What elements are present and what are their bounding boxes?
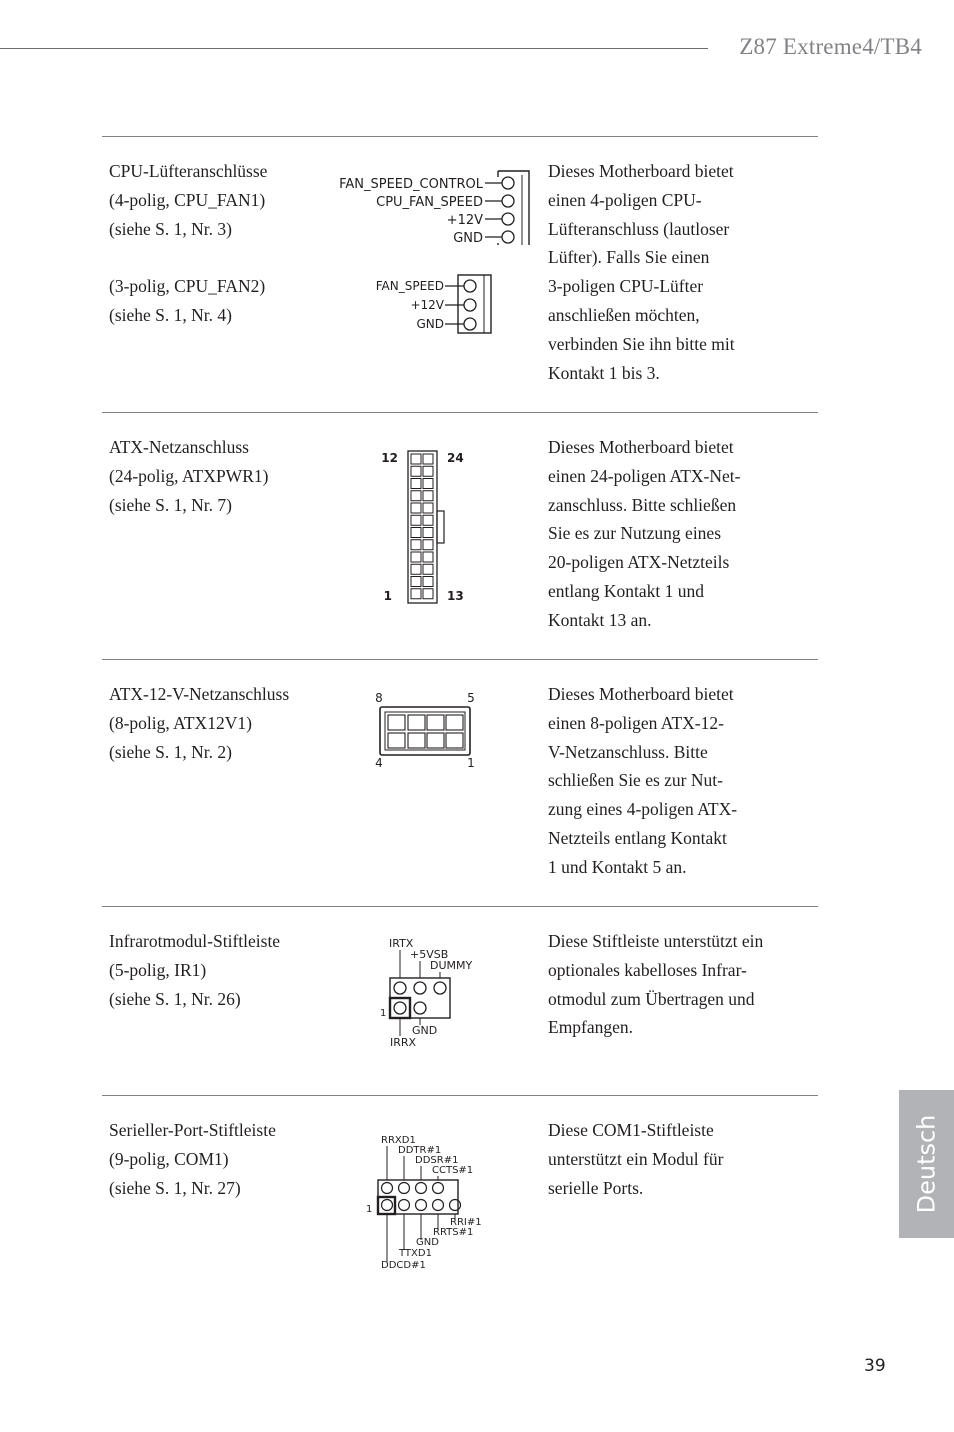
atx-pin <box>411 515 421 525</box>
description-line: Kontakt 13 an. <box>548 609 652 630</box>
pin-label: RRTS#1 <box>433 1227 474 1238</box>
atx-power-title-block <box>109 433 339 519</box>
description-line: unterstützt ein Modul für <box>548 1148 724 1169</box>
pin-label: IRTX <box>389 937 414 950</box>
cpu-fan-spec: (4-polig, CPU_FAN1) <box>109 189 266 210</box>
pin-label: DUMMY <box>430 959 473 972</box>
atx-pin <box>411 589 421 599</box>
ir-title-block <box>109 927 339 1013</box>
atx-power-ref: (siehe S. 1, Nr. 7) <box>109 494 232 515</box>
cpu-fan1-pin-diagram <box>330 165 535 245</box>
section-cpu-fan <box>102 136 818 412</box>
atx12v-title: ATX-12-V-Netzanschluss <box>109 684 290 704</box>
cpu-fan-description <box>548 157 810 387</box>
atx12v-title-block <box>109 680 339 766</box>
ir-spec: (5-polig, IR1) <box>109 959 207 980</box>
description-line: Dieses Motherboard bietet <box>548 161 734 181</box>
com-title: Serieller-Port-Stiftleiste <box>109 1120 276 1140</box>
atx-pin <box>423 491 433 501</box>
atx-pin <box>411 479 421 489</box>
pin-label: GND <box>416 317 444 331</box>
pin-number: 12 <box>381 451 398 465</box>
atx12v-spec: (8-polig, ATX12V1) <box>109 712 252 733</box>
header-rule <box>0 48 708 49</box>
pin-label: IRRX <box>390 1036 417 1047</box>
description-line: Diese Stiftleiste unterstützt ein <box>548 931 764 951</box>
pin-number: 5 <box>467 691 475 705</box>
pin-number: 1 <box>366 1204 373 1215</box>
description-line: Dieses Motherboard bietet <box>548 684 734 704</box>
description-line: serielle Ports. <box>548 1177 644 1198</box>
description-line: V-Netzanschluss. Bitte <box>548 741 708 762</box>
pin-label: CPU_FAN_SPEED <box>376 195 483 210</box>
description-line: optionales kabelloses Infrar- <box>548 959 747 980</box>
atx-pin <box>411 466 421 476</box>
atx-pin <box>423 479 433 489</box>
atx-pin <box>423 564 433 574</box>
description-line: Lüfteranschluss (lautloser <box>548 218 730 239</box>
description-line: zanschluss. Bitte schließen <box>548 494 737 515</box>
language-tab <box>899 1090 954 1238</box>
pin-number: 1 <box>380 1008 387 1019</box>
atx-pin <box>423 589 433 599</box>
description-line: entlang Kontakt 1 und <box>548 580 705 601</box>
pin-label: FAN_SPEED_CONTROL <box>339 177 483 192</box>
description-line: anschließen möchten, <box>548 304 700 325</box>
pin-label: GND <box>453 231 483 245</box>
description-line: Diese COM1-Stiftleiste <box>548 1120 714 1140</box>
cpu-fan2-spec: (3-polig, CPU_FAN2) <box>109 276 266 297</box>
pin-number: 24 <box>447 451 464 465</box>
atx-pin <box>423 515 433 525</box>
section-atx-power <box>102 412 818 659</box>
atx-pin <box>411 528 421 538</box>
atx-pin <box>423 466 433 476</box>
com-ref: (siehe S. 1, Nr. 27) <box>109 1177 241 1198</box>
atx-power-spec: (24-polig, ATXPWR1) <box>109 465 269 486</box>
description-line: schließen Sie es zur Nut- <box>548 770 723 791</box>
atx-pin <box>423 540 433 550</box>
ir-description <box>548 927 810 1042</box>
pin-number: 1 <box>383 589 392 603</box>
pin-label: GND <box>412 1024 438 1037</box>
description-line: Lüfter). Falls Sie einen <box>548 247 710 268</box>
atx-pin <box>423 552 433 562</box>
pin-label: CCTS#1 <box>432 1165 474 1176</box>
description-line: verbinden Sie ihn bitte mit <box>548 333 735 354</box>
description-line: 3-poligen CPU-Lüfter <box>548 276 704 297</box>
pin-label: RRI#1 <box>450 1217 482 1228</box>
atx-pin <box>411 454 421 464</box>
cpu-fan2-pin-diagram <box>370 273 500 335</box>
section-ir-header <box>102 906 818 1095</box>
cpu-fan-title-block <box>109 157 339 330</box>
description-line: einen 24-poligen ATX-Net- <box>548 465 741 486</box>
description-line: Sie es zur Nutzung eines <box>548 523 722 544</box>
atx-pin <box>423 577 433 587</box>
description-line: 1 und Kontakt 5 an. <box>548 856 687 877</box>
pin-number: 13 <box>447 589 464 603</box>
pin-number: 1 <box>467 756 475 770</box>
atx-pin <box>423 503 433 513</box>
com-pin-diagram <box>364 1132 482 1272</box>
ir-title: Infrarotmodul-Stiftleiste <box>109 931 281 951</box>
atx-pin <box>411 552 421 562</box>
cpu-fan-ref: (siehe S. 1, Nr. 3) <box>109 218 232 239</box>
pin-number: 4 <box>375 756 383 770</box>
description-line: zung eines 4-poligen ATX- <box>548 799 738 820</box>
description-line: Dieses Motherboard bietet <box>548 437 734 457</box>
ir-pin-diagram <box>376 935 486 1047</box>
atx-pin <box>411 564 421 574</box>
atx-pin <box>411 491 421 501</box>
atx-24pin-diagram <box>377 447 477 607</box>
atx-pin <box>423 454 433 464</box>
description-line: Netzteils entlang Kontakt <box>548 827 727 848</box>
section-atx12v <box>102 659 818 906</box>
description-line: Kontakt 1 bis 3. <box>548 362 660 383</box>
page-number: 39 <box>864 1356 886 1376</box>
com-spec: (9-polig, COM1) <box>109 1148 229 1169</box>
pin-label: +12V <box>446 213 483 228</box>
pin-label: GND <box>416 1237 439 1248</box>
pin-number: 8 <box>375 691 383 705</box>
description-line: 20-poligen ATX-Netzteils <box>548 552 730 573</box>
model-title: Z87 Extreme4/TB4 <box>739 34 922 59</box>
pin-label: DDCD#1 <box>381 1260 426 1271</box>
section-com-header <box>102 1095 818 1296</box>
pin-label: DDTR#1 <box>398 1145 442 1156</box>
description-line: einen 4-poligen CPU- <box>548 189 702 210</box>
atx-pin <box>411 503 421 513</box>
pin-label: FAN_SPEED <box>375 279 444 293</box>
ir-ref: (siehe S. 1, Nr. 26) <box>109 988 241 1009</box>
pin-label: +5VSB <box>410 948 449 961</box>
description-line: otmodul zum Übertragen und <box>548 988 755 1009</box>
description-line: einen 8-poligen ATX-12- <box>548 712 724 733</box>
com-title-block <box>109 1116 339 1202</box>
pin-label: DDSR#1 <box>415 1155 459 1166</box>
com-description <box>548 1116 810 1202</box>
pin-label: TTXD1 <box>399 1248 432 1259</box>
cpu-fan-title: CPU-Lüfteranschlüsse <box>109 161 268 181</box>
atx-power-title: ATX-Netzanschluss <box>109 437 249 457</box>
atx-power-description <box>548 433 810 635</box>
atx-pin <box>423 528 433 538</box>
atx12v-8pin-diagram <box>370 688 480 774</box>
cpu-fan2-ref: (siehe S. 1, Nr. 4) <box>109 304 232 325</box>
description-line: Empfangen. <box>548 1017 634 1038</box>
language-tab-label: Deutsch <box>912 1114 941 1214</box>
atx12v-description <box>548 680 810 882</box>
atx12v-ref: (siehe S. 1, Nr. 2) <box>109 741 232 762</box>
pin-label: RRXD1 <box>381 1135 416 1146</box>
atx-pin <box>411 540 421 550</box>
atx-pin <box>411 577 421 587</box>
pin-label: +12V <box>410 298 444 312</box>
